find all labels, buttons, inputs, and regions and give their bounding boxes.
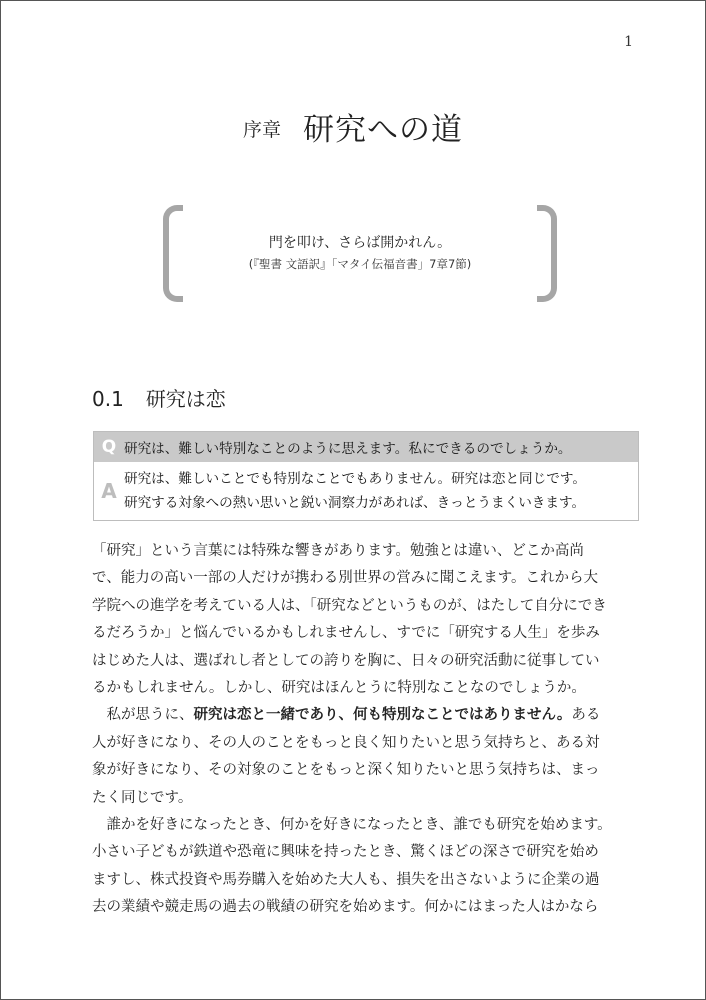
- chapter-heading: [0, 104, 706, 149]
- paragraph-1-line: 「研究」という言葉には特殊な響きがあります。勉強とは違い、どこか高尚: [92, 543, 584, 559]
- right-bracket-decoration: [537, 205, 557, 302]
- paragraph-2-line: 人が好きになり、その人のことをもっと良く知りたいと思う気持ちと、ある対: [92, 734, 600, 751]
- section-number: 0.1: [92, 387, 124, 411]
- a-mark: A: [101, 479, 117, 503]
- paragraph-1-line: で、能力の高い一部の人だけが携わる別世界の営みに聞こえます。これから大: [92, 570, 599, 587]
- paragraph-1-line: はじめた人は、選ばれし者としての誇りを胸に、日々の研究活動に従事してい: [92, 652, 600, 669]
- answer-text: [124, 467, 586, 515]
- qa-box: [93, 431, 639, 521]
- body-text: [92, 538, 637, 922]
- chapter-label: 序章: [242, 119, 281, 141]
- section-heading: [92, 383, 226, 412]
- paragraph-1-line: るだろうか」と悩んでいるかもしれませんし、すでに「研究する人生」を歩み: [92, 625, 600, 642]
- q-mark: Q: [101, 437, 117, 457]
- answer-line: 研究は、難しいことでも特別なことでもありません。研究は恋と同じです。: [124, 471, 586, 487]
- left-bracket-decoration: [163, 205, 183, 302]
- paragraph-2-line: たく同じです。: [92, 789, 193, 806]
- answer-row: [94, 462, 638, 520]
- paragraph-1-line: 学院への進学を考えている人は、「研究などというものが、はたして自分にでき: [92, 597, 607, 614]
- question-text: 研究は、難しい特別なことのように思えます。私にできるのでしょうか。: [124, 441, 572, 457]
- paragraph-2-pre: 私が思うに、: [106, 707, 194, 724]
- section-title: 研究は恋: [145, 387, 226, 411]
- chapter-title: 研究への道: [303, 112, 463, 148]
- paragraph-3-first-line: [92, 812, 637, 839]
- paragraph-2-post: ある: [571, 707, 601, 724]
- paragraph-2-line: 象が好きになり、その対象のことをもっと深く知りたいと思う気持ちは、まっ: [92, 762, 600, 779]
- paragraph-3-line: 小さい子どもが鉄道や恐竜に興味を持ったとき、驚くほどの深さで研究を始め: [92, 844, 599, 861]
- paragraph-3-line: ますし、株式投資や馬券購入を始めた大人も、損失を出さないように企業の過: [92, 871, 600, 888]
- question-row: [94, 432, 638, 462]
- page-number: 1: [624, 34, 633, 50]
- paragraph-3-line: 誰かを好きになったとき、何かを好きになったとき、誰でも研究を始めます。: [106, 817, 612, 834]
- paragraph-2-first-line: [92, 702, 637, 729]
- epigraph-source: (『聖書 文語訳』「マタイ伝福音書」7章7節): [248, 257, 472, 271]
- paragraph-1-line: るかもしれません。しかし、研究はほんとうに特別なことなのでしょうか。: [92, 680, 586, 697]
- paragraph-3-line: 去の業績や競走馬の過去の戦績の研究を始めます。何かにはまった人はかなら: [92, 899, 599, 916]
- answer-line: 研究する対象への熱い思いと鋭い洞察力があれば、きっとうまくいきます。: [124, 495, 586, 511]
- epigraph-quote: 門を叩け、さらば開かれん。: [268, 235, 452, 251]
- paragraph-2-emphasis: 研究は恋と一緒であり、何も特別なことではありません。: [193, 707, 572, 724]
